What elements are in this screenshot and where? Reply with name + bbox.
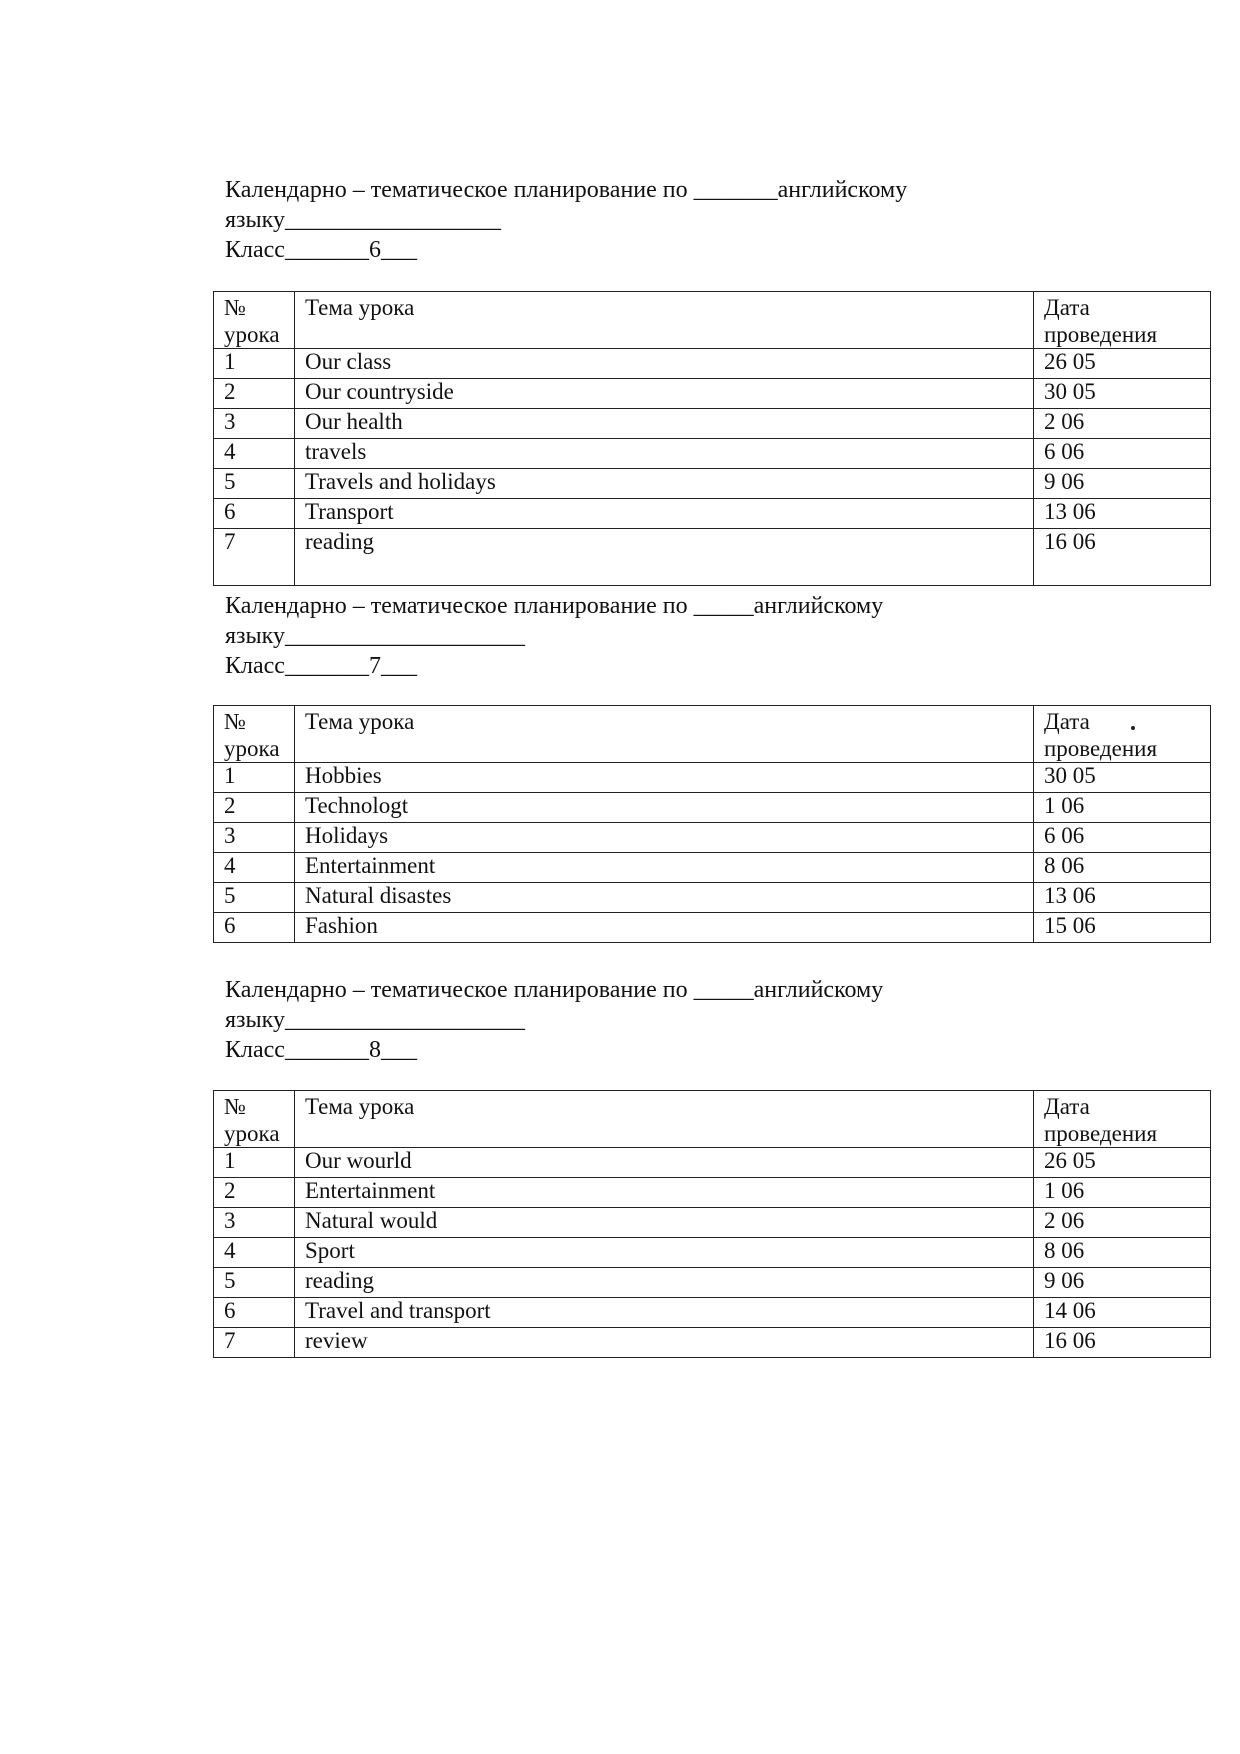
cell-number: 3: [214, 823, 295, 853]
cell-number: 6: [214, 1298, 295, 1328]
heading-grade: Класс_______6___: [225, 237, 417, 263]
column-header-topic: Тема урока: [295, 292, 1034, 349]
table-row: [214, 793, 1211, 823]
cell-topic: Hobbies: [295, 763, 1034, 793]
cell-topic: Travel and transport: [295, 1298, 1034, 1328]
plan-heading-grade-6: [225, 175, 907, 265]
header-num-line1: №: [224, 295, 246, 320]
cell-date: 16 06: [1034, 1328, 1211, 1358]
cell-date: 26 05: [1034, 349, 1211, 379]
header-date-line2: проведения: [1044, 736, 1158, 761]
column-header-topic: Тема урока: [295, 1091, 1034, 1148]
header-num-line2: урока: [224, 736, 280, 761]
cell-date: 30 05: [1034, 763, 1211, 793]
table-row: [214, 1268, 1211, 1298]
cell-topic: Our health: [295, 409, 1034, 439]
cell-number: 4: [214, 439, 295, 469]
cell-topic: Technologt: [295, 793, 1034, 823]
plan-heading-grade-7: [225, 591, 883, 681]
cell-topic: reading: [295, 529, 1034, 586]
table-header-row: [214, 1091, 1211, 1148]
cell-number: 3: [214, 1208, 295, 1238]
cell-date: 2 06: [1034, 409, 1211, 439]
table-row: [214, 1298, 1211, 1328]
cell-date: 14 06: [1034, 1298, 1211, 1328]
header-date-line2: проведения: [1044, 322, 1158, 347]
heading-subject: языку__________________: [225, 207, 501, 233]
column-header-number: [214, 1091, 295, 1148]
cell-date: 1 06: [1034, 793, 1211, 823]
header-num-line1: №: [224, 709, 246, 734]
cell-topic: reading: [295, 1268, 1034, 1298]
cell-date: 30 05: [1034, 379, 1211, 409]
table-row: [214, 439, 1211, 469]
table-row: [214, 349, 1211, 379]
cell-number: 7: [214, 529, 295, 586]
header-num-line1: №: [224, 1094, 246, 1119]
cell-number: 4: [214, 1238, 295, 1268]
cell-number: 2: [214, 793, 295, 823]
header-date-line2: проведения: [1044, 1121, 1158, 1146]
cell-topic: travels: [295, 439, 1034, 469]
column-header-number: [214, 706, 295, 763]
header-date-line1: Дата: [1044, 295, 1090, 320]
cell-topic: Sport: [295, 1238, 1034, 1268]
table-row: [214, 1178, 1211, 1208]
heading-title: Календарно – тематическое планирование по _____английскому: [225, 593, 884, 619]
table-row: [214, 1328, 1211, 1358]
cell-date: 8 06: [1034, 853, 1211, 883]
cell-number: 7: [214, 1328, 295, 1358]
cell-topic: Holidays: [295, 823, 1034, 853]
heading-grade: Класс_______7___: [225, 653, 417, 679]
cell-date: 26 05: [1034, 1148, 1211, 1178]
cell-number: 2: [214, 1178, 295, 1208]
table-row: [214, 409, 1211, 439]
cell-topic: Transport: [295, 499, 1034, 529]
plan-table-grade-7: [213, 705, 1211, 943]
header-num-line2: урока: [224, 1121, 280, 1146]
cell-date: 15 06: [1034, 913, 1211, 943]
header-date-line1: Дата: [1044, 709, 1090, 734]
cell-topic: Natural disastes: [295, 883, 1034, 913]
table-row: [214, 763, 1211, 793]
cell-date: 8 06: [1034, 1238, 1211, 1268]
cell-number: 4: [214, 853, 295, 883]
table-row: [214, 1208, 1211, 1238]
table-row: [214, 823, 1211, 853]
cell-date: 2 06: [1034, 1208, 1211, 1238]
table-row: [214, 529, 1211, 586]
scan-speck: [1131, 726, 1135, 730]
column-header-date: [1034, 706, 1211, 763]
table-row: [214, 1148, 1211, 1178]
table-row: [214, 1238, 1211, 1268]
cell-date: 9 06: [1034, 1268, 1211, 1298]
column-header-topic: Тема урока: [295, 706, 1034, 763]
table-row: [214, 499, 1211, 529]
cell-number: 5: [214, 883, 295, 913]
table-header-row: [214, 292, 1211, 349]
cell-topic: Entertainment: [295, 853, 1034, 883]
cell-date: 1 06: [1034, 1178, 1211, 1208]
cell-topic: Our countryside: [295, 379, 1034, 409]
cell-topic: Natural would: [295, 1208, 1034, 1238]
table-row: [214, 883, 1211, 913]
cell-date: 13 06: [1034, 499, 1211, 529]
cell-number: 2: [214, 379, 295, 409]
table-body: [214, 763, 1211, 943]
cell-date: 13 06: [1034, 883, 1211, 913]
cell-topic: Fashion: [295, 913, 1034, 943]
cell-topic: Entertainment: [295, 1178, 1034, 1208]
cell-number: 6: [214, 913, 295, 943]
column-header-date: [1034, 1091, 1211, 1148]
header-date-line1: Дата: [1044, 1094, 1090, 1119]
cell-number: 1: [214, 1148, 295, 1178]
table-body: [214, 349, 1211, 586]
plan-table-grade-8: [213, 1090, 1211, 1358]
table-row: [214, 853, 1211, 883]
cell-number: 3: [214, 409, 295, 439]
cell-number: 5: [214, 1268, 295, 1298]
table-body: [214, 1148, 1211, 1358]
cell-number: 1: [214, 349, 295, 379]
cell-number: 6: [214, 499, 295, 529]
cell-number: 5: [214, 469, 295, 499]
table-header-row: [214, 706, 1211, 763]
heading-title: Календарно – тематическое планирование по _____английскому: [225, 977, 884, 1003]
cell-date: 9 06: [1034, 469, 1211, 499]
column-header-date: [1034, 292, 1211, 349]
heading-grade: Класс_______8___: [225, 1037, 417, 1063]
heading-subject: языку____________________: [225, 1007, 525, 1033]
plan-table-grade-6: [213, 291, 1211, 586]
cell-topic: review: [295, 1328, 1034, 1358]
heading-subject: языку____________________: [225, 623, 525, 649]
cell-number: 1: [214, 763, 295, 793]
cell-date: 6 06: [1034, 823, 1211, 853]
header-num-line2: урока: [224, 322, 280, 347]
table-row: [214, 379, 1211, 409]
column-header-number: [214, 292, 295, 349]
cell-topic: Our wourld: [295, 1148, 1034, 1178]
plan-heading-grade-8: [225, 975, 883, 1065]
cell-date: 6 06: [1034, 439, 1211, 469]
table-row: [214, 913, 1211, 943]
cell-date: 16 06: [1034, 529, 1211, 586]
table-row: [214, 469, 1211, 499]
cell-topic: Our class: [295, 349, 1034, 379]
heading-title: Календарно – тематическое планирование по _______английскому: [225, 177, 908, 203]
cell-topic: Travels and holidays: [295, 469, 1034, 499]
